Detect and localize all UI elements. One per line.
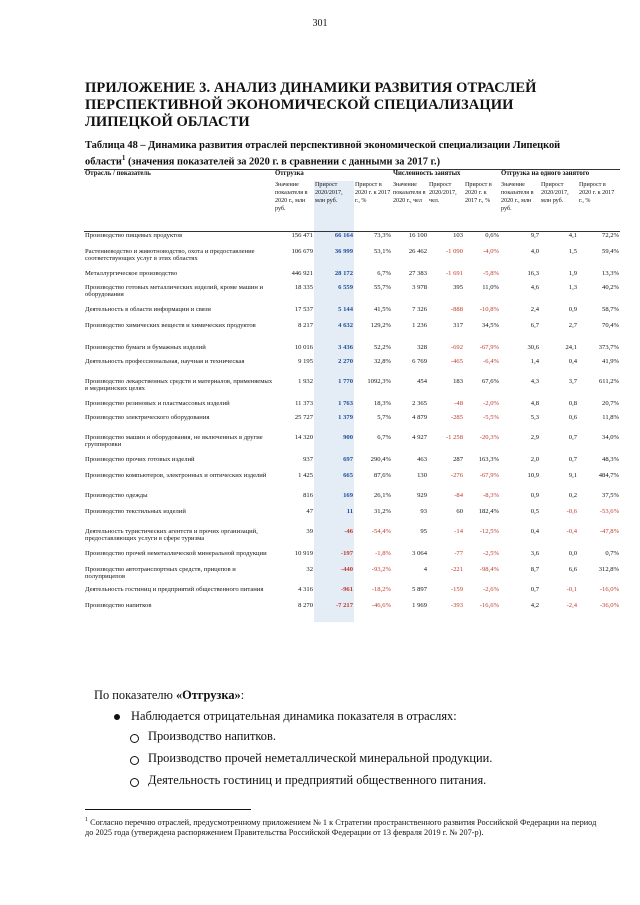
- list-item: Деятельность гостиниц и предприятий общественного питания.: [148, 773, 487, 787]
- row-industry-name: Растениеводство и животноводство, охота и предоставление соответствующих услуг в этих областях: [85, 247, 255, 263]
- cell-per-employee-percent: 34,0%: [602, 433, 620, 441]
- cell-employees-growth: -393: [450, 601, 463, 609]
- cell-per-employee-value: 8,7: [530, 565, 540, 573]
- cell-shipment-percent: 31,2%: [373, 507, 391, 515]
- cell-employees-percent: -8,3%: [483, 491, 500, 499]
- cell-per-employee-value: 4,6: [530, 283, 540, 291]
- page-number: 301: [312, 18, 328, 29]
- cell-shipment-value: 156 471: [291, 232, 313, 239]
- footnote-mark: 1: [85, 817, 88, 823]
- cell-per-employee-percent: 37,5%: [602, 491, 620, 499]
- cell-employees-value: 95: [420, 527, 427, 535]
- cell-employees-value: 6 769: [412, 357, 427, 365]
- cell-per-employee-percent: 0,7%: [605, 549, 620, 557]
- cell-employees-growth: 395: [453, 283, 463, 291]
- cell-shipment-percent: -46,6%: [371, 601, 391, 609]
- cell-per-employee-growth: 2,7: [568, 321, 578, 329]
- subheader-employees-percent: Прирост в 2020 г. к 2017 г., %: [464, 181, 500, 232]
- subheader-shipment-value: Значение показателя в 2020 г., млн руб.: [274, 181, 314, 232]
- cell-shipment-percent: -18,2%: [371, 585, 391, 593]
- dynamics-table: [84, 169, 620, 622]
- cell-per-employee-growth: 0,7: [568, 455, 578, 463]
- circle-bullet-icon: [130, 756, 139, 765]
- cell-per-employee-growth: 0,2: [568, 491, 578, 499]
- cell-employees-percent: -6,4%: [483, 357, 500, 365]
- cell-employees-percent: -5,5%: [483, 413, 500, 421]
- cell-per-employee-value: 0,5: [530, 507, 540, 515]
- cell-employees-growth: -77: [454, 549, 463, 557]
- cell-shipment-percent: 6,7%: [377, 433, 391, 441]
- table-row: [84, 528, 620, 550]
- row-industry-name: Металлургическое производство: [85, 269, 178, 277]
- cell-employees-percent: 182,4%: [478, 507, 500, 515]
- row-industry-name: Производство напитков: [85, 601, 152, 609]
- cell-shipment-percent: 290,4%: [370, 455, 391, 463]
- cell-per-employee-growth: 24,1: [565, 343, 578, 351]
- row-industry-name: Производство автотранспортных средств, прицепов и полуприцепов: [85, 565, 236, 581]
- cell-per-employee-growth: -0,4: [566, 527, 578, 535]
- cell-employees-percent: -20,3%: [479, 433, 500, 441]
- cell-shipment-percent: 87,6%: [373, 471, 391, 479]
- cell-employees-percent: -16,6%: [479, 601, 500, 609]
- cell-shipment-growth: -961: [314, 586, 354, 602]
- table-row: [84, 306, 620, 322]
- cell-employees-percent: 163,3%: [478, 455, 500, 463]
- table-group-header-row: [84, 170, 620, 182]
- col-header-industry: Отрасль / показатель: [84, 170, 274, 182]
- cell-per-employee-percent: 59,4%: [602, 247, 620, 255]
- table-row: [84, 472, 620, 492]
- cell-employees-growth: 103: [453, 232, 463, 239]
- subheader-per-employee-percent: Прирост в 2020 г. к 2017 г., %: [578, 181, 620, 232]
- table-caption: [85, 139, 585, 168]
- cell-per-employee-growth: 1,5: [568, 247, 578, 255]
- table-row: [84, 414, 620, 434]
- row-industry-name: Производство одежды: [85, 491, 148, 499]
- cell-per-employee-value: 5,3: [530, 413, 540, 421]
- table-row: [84, 270, 620, 284]
- cell-shipment-value: 9 195: [298, 357, 313, 365]
- intro-prefix: По показателю: [94, 688, 176, 702]
- cell-employees-percent: 34,5%: [481, 321, 500, 329]
- cell-employees-growth: -14: [454, 527, 463, 535]
- cell-shipment-growth: 66 164: [314, 232, 354, 248]
- row-industry-name: Производство прочей неметаллической минеральной продукции: [85, 549, 267, 557]
- cell-per-employee-percent: -53,6%: [599, 507, 620, 515]
- cell-employees-value: 454: [417, 377, 427, 385]
- cell-employees-value: 93: [420, 507, 427, 515]
- cell-employees-percent: -2,5%: [483, 549, 500, 557]
- cell-per-employee-percent: 611,2%: [598, 377, 620, 385]
- cell-shipment-percent: 18,3%: [373, 399, 391, 407]
- cell-per-employee-growth: 4,1: [568, 232, 578, 239]
- intro-suffix: :: [240, 688, 245, 702]
- row-industry-name: Производство прочих готовых изделий: [85, 455, 195, 463]
- cell-per-employee-percent: 58,7%: [602, 305, 620, 313]
- subheader-shipment-growth: Прирост 2020/2017, млн руб.: [314, 181, 354, 232]
- row-industry-name: Деятельность туристических агентств и прочих организаций, предоставляющих услуги в сфере туризма: [85, 527, 258, 543]
- cell-per-employee-value: 1,4: [530, 357, 540, 365]
- cell-per-employee-value: 9,7: [530, 232, 540, 239]
- table-row: [84, 456, 620, 472]
- cell-shipment-value: 17 537: [294, 305, 313, 313]
- cell-per-employee-value: 0,7: [530, 585, 540, 593]
- cell-per-employee-growth: 0,6: [568, 413, 578, 421]
- table-row: [84, 322, 620, 344]
- cell-shipment-percent: 41,5%: [373, 305, 391, 313]
- cell-per-employee-percent: -16,0%: [599, 585, 620, 593]
- table-row: [84, 232, 620, 248]
- list-item: Производство прочей неметаллической минеральной продукции.: [148, 751, 493, 765]
- cell-employees-percent: -12,5%: [479, 527, 500, 535]
- circle-bullet-icon: [130, 778, 139, 787]
- cell-per-employee-percent: -47,8%: [599, 527, 620, 535]
- cell-per-employee-value: 10,9: [527, 471, 540, 479]
- cell-shipment-percent: -54,4%: [371, 527, 391, 535]
- cell-employees-value: 463: [417, 455, 427, 463]
- cell-per-employee-percent: 70,4%: [602, 321, 620, 329]
- cell-shipment-growth: -440: [314, 566, 354, 586]
- cell-shipment-growth: 3 436: [314, 344, 354, 358]
- cell-employees-growth: -48: [454, 399, 463, 407]
- cell-per-employee-percent: 72,2%: [602, 232, 620, 239]
- cell-per-employee-percent: 48,3%: [602, 455, 620, 463]
- table-row: [84, 566, 620, 586]
- cell-shipment-percent: 53,1%: [373, 247, 391, 255]
- cell-shipment-growth: 5 144: [314, 306, 354, 322]
- cell-shipment-value: 14 320: [294, 433, 313, 441]
- cell-employees-value: 4: [423, 565, 427, 573]
- cell-shipment-value: 816: [303, 491, 313, 499]
- table-subheader-row: [84, 181, 620, 232]
- cell-per-employee-growth: 6,6: [568, 565, 578, 573]
- cell-shipment-value: 11 373: [295, 399, 313, 407]
- cell-shipment-value: 937: [303, 455, 313, 463]
- cell-per-employee-percent: 40,2%: [602, 283, 620, 291]
- cell-per-employee-value: 0,4: [530, 527, 540, 535]
- cell-shipment-percent: 52,2%: [373, 343, 391, 351]
- cell-employees-growth: -1 691: [445, 269, 463, 277]
- table-row: [84, 550, 620, 566]
- cell-shipment-percent: 26,1%: [373, 491, 391, 499]
- cell-shipment-value: 10 016: [294, 343, 313, 351]
- row-industry-name: Производство электрического оборудования: [85, 413, 210, 421]
- cell-per-employee-value: 4,8: [530, 399, 540, 407]
- cell-per-employee-percent: 20,7%: [602, 399, 620, 407]
- col-header-per-employee: Отгрузка на одного занятого: [500, 170, 620, 182]
- table-row: [84, 284, 620, 306]
- cell-employees-growth: -276: [450, 471, 463, 479]
- cell-employees-value: 26 462: [408, 247, 427, 255]
- cell-employees-value: 7 326: [412, 305, 427, 313]
- cell-shipment-value: 4 316: [298, 585, 313, 593]
- cell-per-employee-percent: -36,0%: [599, 601, 620, 609]
- cell-employees-value: 16 100: [408, 232, 427, 239]
- cell-shipment-value: 446 921: [291, 269, 313, 277]
- table-row: [84, 358, 620, 378]
- cell-employees-growth: -692: [450, 343, 463, 351]
- subheader-empty: [84, 181, 274, 232]
- cell-shipment-growth: -7 217: [314, 602, 354, 622]
- cell-per-employee-value: 16,3: [527, 269, 540, 277]
- footnote-text: Согласно перечню отраслей, предусмотренному приложением № 1 к Стратегии пространственного развития Российской Федерации на период до 2025 года (утверждена распоряжением Правительства Российской Федерации от 13 февраля 2019 г. № 207-р).: [85, 817, 597, 838]
- cell-shipment-value: 47: [306, 507, 313, 515]
- cell-per-employee-value: 6,7: [530, 321, 540, 329]
- cell-shipment-value: 39: [306, 527, 313, 535]
- cell-per-employee-growth: 1,9: [568, 269, 578, 277]
- table-caption-text: Таблица 48 – Динамика развития отраслей перспективной экономической специализации Липецкой области: [85, 140, 561, 168]
- cell-shipment-growth: 665: [314, 472, 354, 492]
- cell-employees-value: 130: [417, 471, 427, 479]
- cell-per-employee-growth: 0,9: [568, 305, 578, 313]
- cell-shipment-growth: 6 559: [314, 284, 354, 306]
- cell-employees-percent: -10,8%: [479, 305, 500, 313]
- row-industry-name: Производство текстильных изделий: [85, 507, 186, 515]
- cell-shipment-growth: -46: [314, 528, 354, 550]
- cell-shipment-percent: 129,2%: [370, 321, 391, 329]
- subheader-employees-value: Значение показателя в 2020 г., чел: [392, 181, 428, 232]
- cell-employees-value: 2 365: [412, 399, 427, 407]
- cell-per-employee-growth: 0,4: [568, 357, 578, 365]
- cell-shipment-growth: 1 763: [314, 400, 354, 414]
- cell-shipment-growth: 1 379: [314, 414, 354, 434]
- cell-employees-percent: -2,0%: [483, 399, 500, 407]
- table-row: [84, 344, 620, 358]
- cell-shipment-growth: 900: [314, 434, 354, 456]
- cell-per-employee-value: 30,6: [527, 343, 540, 351]
- row-industry-name: Производство пищевых продуктов: [85, 232, 183, 239]
- cell-employees-value: 328: [417, 343, 427, 351]
- cell-employees-percent: -67,9%: [479, 471, 500, 479]
- cell-per-employee-value: 2,4: [530, 305, 540, 313]
- cell-shipment-growth: 28 172: [314, 270, 354, 284]
- bullet-dot-icon: [114, 712, 122, 720]
- cell-shipment-percent: -93,2%: [371, 565, 391, 573]
- cell-per-employee-value: 2,9: [530, 433, 540, 441]
- intro-indicator: «Отгрузка»: [175, 688, 241, 702]
- cell-shipment-value: 18 335: [294, 283, 313, 291]
- table-row: [84, 508, 620, 528]
- cell-shipment-value: 25 727: [294, 413, 313, 421]
- cell-employees-value: 1 969: [412, 601, 427, 609]
- table-row: [84, 492, 620, 508]
- cell-employees-percent: 11,0%: [482, 283, 500, 291]
- footnote-divider: [85, 809, 251, 810]
- cell-shipment-growth: 4 632: [314, 322, 354, 344]
- cell-per-employee-percent: 41,9%: [602, 357, 620, 365]
- cell-employees-value: 4 879: [412, 413, 427, 421]
- cell-per-employee-value: 4,0: [530, 247, 540, 255]
- appendix-title: ПРИЛОЖЕНИЕ 3. АНАЛИЗ ДИНАМИКИ РАЗВИТИЯ ОТРАСЛЕЙ ПЕРСПЕКТИВНОЙ ЭКОНОМИЧЕСКОЙ СПЕЦИАЛИЗАЦИИ ЛИПЕЦКОЙ ОБЛАСТИ: [85, 80, 537, 130]
- cell-shipment-percent: 5,7%: [377, 413, 391, 421]
- cell-employees-growth: -84: [454, 491, 463, 499]
- col-header-employees: Численность занятых: [392, 170, 500, 182]
- cell-employees-growth: -888: [450, 305, 463, 313]
- row-industry-name: Производство химических веществ и химических продуктов: [85, 321, 256, 329]
- cell-per-employee-percent: 373,7%: [598, 343, 620, 351]
- cell-shipment-growth: 11: [314, 508, 354, 528]
- cell-shipment-growth: 169: [314, 492, 354, 508]
- table-caption-text-continued: (значения показателей за 2020 г. в сравнении с данными за 2017 г.): [125, 156, 441, 168]
- cell-employees-growth: 183: [453, 377, 463, 385]
- row-industry-name: Производство компьютеров, электронных и оптических изделий: [85, 471, 267, 479]
- cell-shipment-percent: 55,7%: [373, 283, 391, 291]
- cell-employees-growth: -159: [450, 585, 463, 593]
- row-industry-name: Производство лекарственных средств и материалов, применяемых в медицинских целях: [85, 377, 273, 393]
- subheader-shipment-percent: Прирост в 2020 г. к 2017 г., %: [354, 181, 392, 232]
- table-row: [84, 248, 620, 270]
- cell-employees-value: 3 978: [412, 283, 427, 291]
- cell-employees-percent: 67,6%: [481, 377, 500, 385]
- row-industry-name: Производство готовых металлических изделий, кроме машин и оборудования: [85, 283, 264, 299]
- cell-per-employee-percent: 312,8%: [598, 565, 620, 573]
- cell-per-employee-growth: 0,7: [568, 433, 578, 441]
- cell-employees-value: 5 897: [412, 585, 427, 593]
- cell-employees-growth: -285: [450, 413, 463, 421]
- cell-shipment-value: 106 679: [291, 247, 313, 255]
- table-row: [84, 400, 620, 414]
- cell-per-employee-value: 3,6: [530, 549, 540, 557]
- cell-employees-percent: -5,8%: [483, 269, 500, 277]
- cell-shipment-value: 1 932: [298, 377, 313, 385]
- cell-per-employee-value: 4,2: [530, 601, 540, 609]
- cell-employees-percent: -4,0%: [483, 247, 500, 255]
- list-item: Производство напитков.: [148, 729, 276, 743]
- cell-per-employee-value: 4,3: [530, 377, 540, 385]
- cell-employees-value: 3 064: [412, 549, 427, 557]
- cell-shipment-percent: -1,8%: [375, 549, 391, 557]
- row-industry-name: Деятельность гостиниц и предприятий общественного питания: [85, 585, 264, 593]
- cell-employees-value: 27 383: [408, 269, 427, 277]
- row-industry-name: Производство резиновых и пластмассовых изделий: [85, 399, 230, 407]
- cell-employees-value: 4 927: [412, 433, 427, 441]
- cell-employees-percent: -98,4%: [479, 565, 500, 573]
- cell-per-employee-growth: -0,1: [566, 585, 578, 593]
- cell-employees-percent: -2,6%: [483, 585, 500, 593]
- cell-employees-growth: -1 090: [445, 247, 463, 255]
- footnote: [85, 815, 605, 839]
- cell-employees-growth: -1 258: [445, 433, 463, 441]
- cell-shipment-value: 10 919: [294, 549, 313, 557]
- circle-bullet-icon: [130, 734, 139, 743]
- intro-line: [94, 688, 244, 703]
- cell-per-employee-growth: 1,3: [568, 283, 578, 291]
- col-header-shipment: Отгрузка: [274, 170, 392, 182]
- cell-per-employee-growth: -0,6: [566, 507, 578, 515]
- cell-shipment-growth: 2 270: [314, 358, 354, 378]
- subheader-employees-growth: Прирост 2020/2017, чел.: [428, 181, 464, 232]
- cell-per-employee-percent: 484,7%: [598, 471, 620, 479]
- cell-shipment-percent: 73,3%: [373, 232, 391, 239]
- cell-shipment-growth: 1 770: [314, 378, 354, 400]
- table-row: [84, 434, 620, 456]
- table-row: [84, 378, 620, 400]
- cell-shipment-percent: 32,8%: [373, 357, 391, 365]
- cell-per-employee-growth: -2,4: [566, 601, 578, 609]
- subheader-per-employee-value: Значение показателя в 2020 г., млн руб.: [500, 181, 540, 232]
- cell-per-employee-growth: 0,0: [568, 549, 578, 557]
- row-industry-name: Деятельность в области информации и связи: [85, 305, 211, 313]
- row-industry-name: Производство машин и оборудования, не включенных в другие группировки: [85, 433, 263, 449]
- cell-employees-growth: 60: [456, 507, 463, 515]
- cell-shipment-percent: 1092,3%: [367, 377, 391, 385]
- cell-shipment-growth: -197: [314, 550, 354, 566]
- cell-employees-growth: -221: [450, 565, 463, 573]
- table-row: [84, 602, 620, 622]
- cell-per-employee-growth: 9,1: [568, 471, 578, 479]
- cell-employees-percent: 0,6%: [485, 232, 500, 239]
- cell-per-employee-growth: 0,8: [568, 399, 578, 407]
- cell-employees-value: 929: [417, 491, 427, 499]
- footnote-reference: 1: [121, 154, 126, 162]
- cell-shipment-value: 8 217: [298, 321, 313, 329]
- cell-employees-growth: -465: [450, 357, 463, 365]
- row-industry-name: Деятельность профессиональная, научная и техническая: [85, 357, 245, 365]
- cell-per-employee-value: 0,9: [530, 491, 540, 499]
- table-row: [84, 586, 620, 602]
- cell-per-employee-percent: 11,8%: [602, 413, 620, 421]
- cell-per-employee-growth: 3,7: [568, 377, 578, 385]
- cell-shipment-value: 32: [306, 565, 313, 573]
- cell-shipment-percent: 6,7%: [377, 269, 391, 277]
- subheader-per-employee-growth: Прирост 2020/2017, млн руб.: [540, 181, 578, 232]
- cell-shipment-value: 8 270: [298, 601, 313, 609]
- cell-shipment-value: 1 425: [298, 471, 313, 479]
- cell-per-employee-percent: 13,3%: [602, 269, 620, 277]
- cell-employees-percent: -67,9%: [479, 343, 500, 351]
- row-industry-name: Производство бумаги и бумажных изделий: [85, 343, 206, 351]
- cell-shipment-growth: 36 999: [314, 248, 354, 270]
- bullet-text: Наблюдается отрицательная динамика показателя в отраслях:: [131, 709, 457, 723]
- cell-shipment-growth: 697: [314, 456, 354, 472]
- cell-employees-value: 1 236: [412, 321, 427, 329]
- cell-employees-growth: 287: [453, 455, 463, 463]
- cell-per-employee-value: 2,0: [530, 455, 540, 463]
- cell-employees-growth: 317: [453, 321, 463, 329]
